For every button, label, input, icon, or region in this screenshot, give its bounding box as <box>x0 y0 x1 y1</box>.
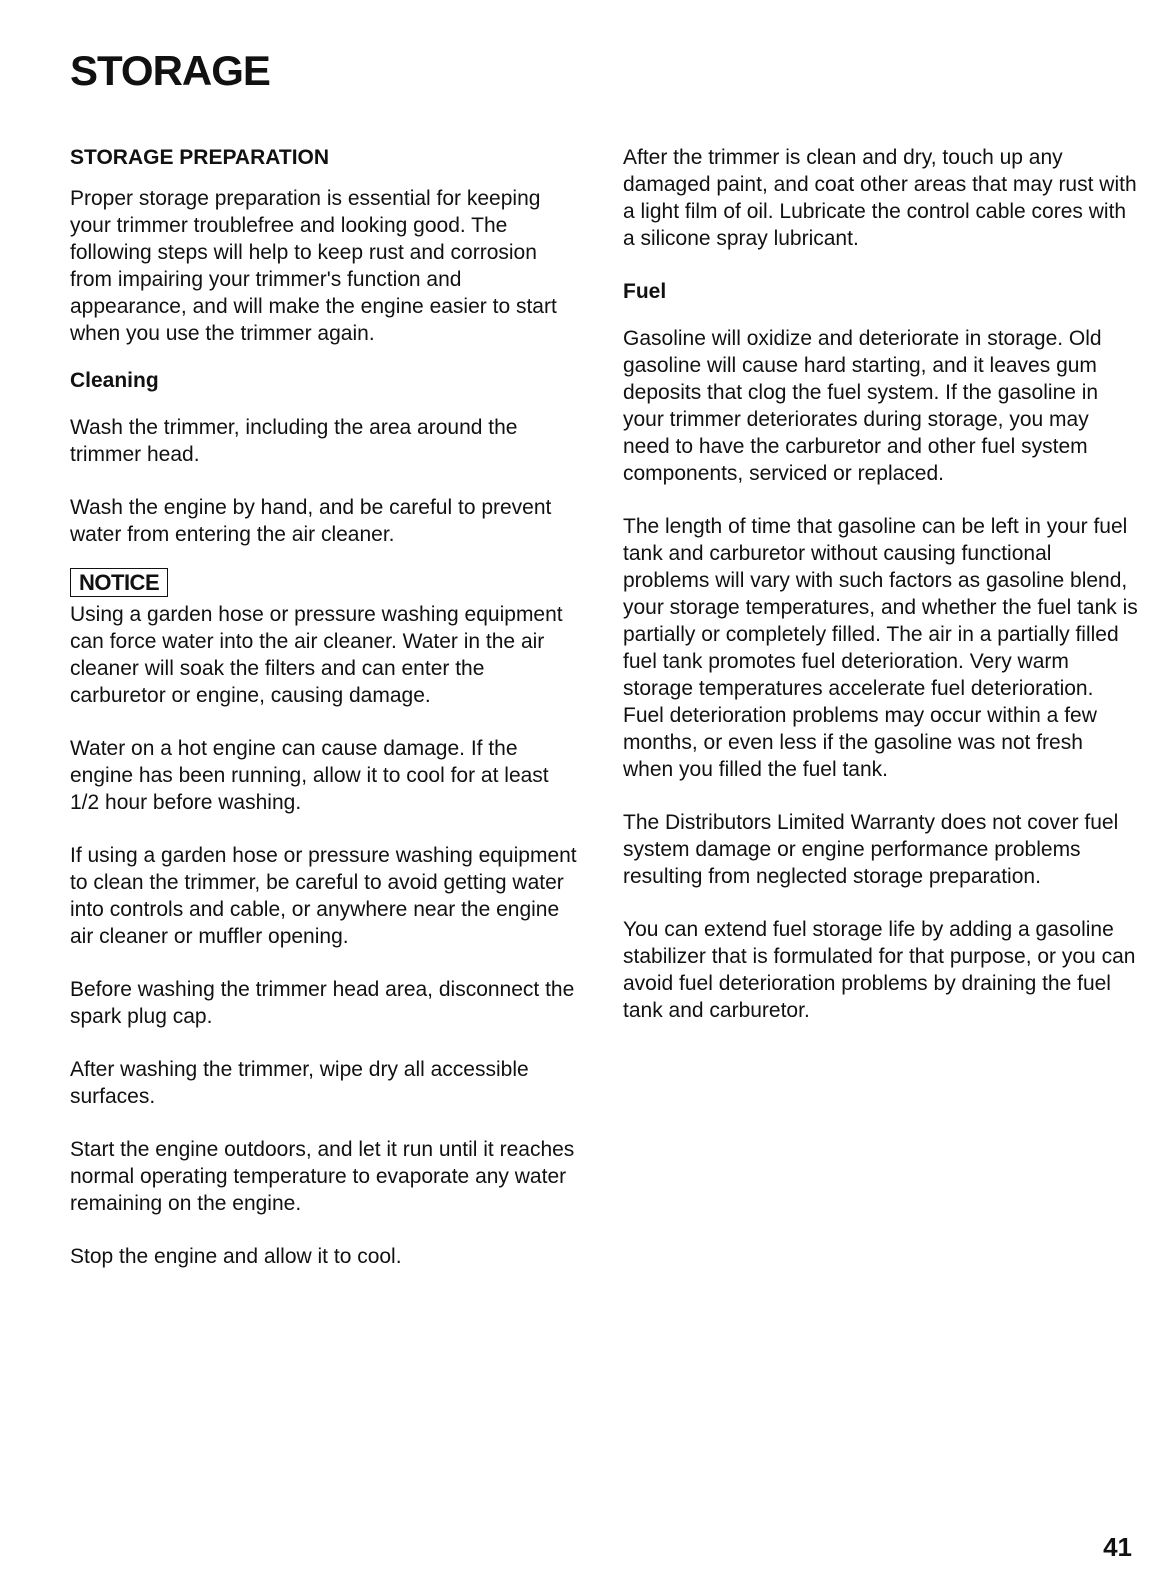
notice-label: NOTICE <box>70 568 168 597</box>
page-number: 41 <box>1103 1532 1132 1562</box>
fuel-paragraph-2: The length of time that gasoline can be left in your fuel tank and carburetor without causing functional problems will vary with such factors as gasoline blend, your storage temperatures, and whether the fuel tank is partially or completely filled. The air in a partially filled fuel tank promotes fuel deterioration. Very warm storage temperatures accelerate fuel deterioration. Fuel deterioration problems may occur within a few months, or even less if the gasoline was not fresh when you filled the fuel tank. <box>623 515 1138 781</box>
notice-paragraph-1: Using a garden hose or pressure washing equipment can force water into the air cleaner. Water in the air cleaner will soak the filters and can enter the carburetor or engine, causing damage. <box>70 603 563 707</box>
fuel-paragraph-4: You can extend fuel storage life by adding a gasoline stabilizer that is formulated for that purpose, or you can avoid fuel deterioration problems by draining the fuel tank and carburetor. <box>623 918 1136 1022</box>
fuel-paragraph-3: The Distributors Limited Warranty does not cover fuel system damage or engine performance problems resulting from neglected storage preparation. <box>623 811 1119 888</box>
notice-paragraph-3: If using a garden hose or pressure washing equipment to clean the trimmer, be careful to avoid getting water into controls and cable, or anywhere near the engine air cleaner or muffler opening. <box>70 844 577 948</box>
page-title: STORAGE <box>70 47 270 94</box>
after-washing-paragraph: After washing the trimmer, wipe dry all accessible surfaces. <box>70 1058 529 1108</box>
storage-preparation-heading: STORAGE PREPARATION <box>70 146 330 169</box>
notice-paragraph-2: Water on a hot engine can cause damage. If the engine has been running, allow it to cool for at least 1/2 hour before washing. <box>70 737 549 814</box>
cleaning-paragraph-1: Wash the trimmer, including the area around the trimmer head. <box>70 416 518 466</box>
stop-engine-paragraph: Stop the engine and allow it to cool. <box>70 1245 402 1268</box>
fuel-paragraph-1: Gasoline will oxidize and deteriorate in storage. Old gasoline will cause hard starting, and it leaves gum deposits that clog the fuel system. If the gasoline in your trimmer deteriorates during storage, you may need to have the carburetor and other fuel system components, serviced or replaced. <box>623 327 1102 485</box>
before-washing-paragraph: Before washing the trimmer head area, disconnect the spark plug cap. <box>70 978 575 1028</box>
storage-intro-paragraph: Proper storage preparation is essential for keeping your trimmer troublefree and looking good. The following steps will help to keep rust and corrosion from impairing your trimmer's function and appearance, and will make the engine easier to start when you use the trimmer again. <box>70 187 557 345</box>
touch-up-paragraph: After the trimmer is clean and dry, touch up any damaged paint, and coat other areas that may rust with a light film of oil. Lubricate the control cable cores with a silicone spray lubricant. <box>623 146 1137 250</box>
cleaning-paragraph-2: Wash the engine by hand, and be careful to prevent water from entering the air cleaner. <box>70 496 552 546</box>
cleaning-heading: Cleaning <box>70 369 159 392</box>
start-engine-paragraph: Start the engine outdoors, and let it run until it reaches normal operating temperature to evaporate any water remaining on the engine. <box>70 1138 575 1215</box>
left-column <box>70 144 580 1296</box>
right-column <box>623 144 1138 1050</box>
fuel-heading: Fuel <box>623 280 667 303</box>
